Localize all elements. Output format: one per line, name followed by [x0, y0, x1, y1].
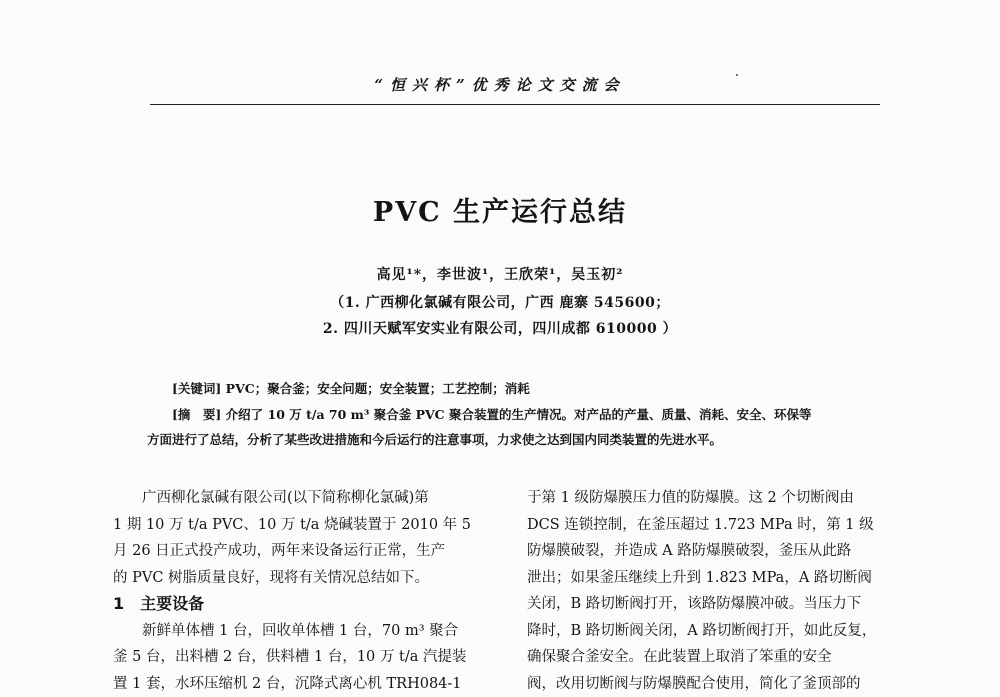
body-line: 降时，B 路切断阀关闭，A 路切断阀打开，如此反复，: [527, 618, 912, 645]
body-line: 的 PVC 树脂质量良好，现将有关情况总结如下。: [113, 565, 498, 592]
body-line: 泄出；如果釜压继续上升到 1.823 MPa，A 路切断阀: [527, 565, 912, 592]
speck: [736, 74, 738, 76]
affiliation-1: （1. 广西柳化氯碱有限公司，广西 鹿寨 545600；: [0, 292, 1000, 312]
body-line: 确保聚合釜安全。在此装置上取消了笨重的安全: [527, 644, 912, 671]
body-line: 月 26 日正式投产成功，两年来设备运行正常，生产: [113, 538, 498, 565]
abstract-line-1: [摘 要] 介绍了 10 万 t/a 70 m³ 聚合釜 PVC 聚合装置的生产情况。对产品的产量、质量、消耗、安全、环保等: [172, 405, 811, 423]
running-header: “恒兴杯”优秀论文交流会: [0, 74, 1000, 95]
section-heading: 1 主要设备: [113, 591, 498, 618]
keywords: [关键词] PVC；聚合釜；安全问题；安全装置；工艺控制；消耗: [172, 379, 530, 397]
affiliation-2: 2. 四川天赋军安实业有限公司，四川成都 610000 ）: [0, 318, 1000, 338]
body-line: 于第 1 级防爆膜压力值的防爆膜。这 2 个切断阀由: [527, 485, 912, 512]
authors: 高见¹*，李世波¹，王欣荣¹，吴玉初²: [0, 264, 1000, 284]
body-line: 防爆膜破裂，并造成 A 路防爆膜破裂，釜压从此路: [527, 538, 912, 565]
body-line: 广西柳化氯碱有限公司(以下简称柳化氯碱)第: [113, 485, 498, 512]
body-line: 釜 5 台，出料槽 2 台，供料槽 1 台，10 万 t/a 汽提装: [113, 644, 498, 671]
body-line: 新鲜单体槽 1 台，回收单体槽 1 台，70 m³ 聚合: [113, 618, 498, 645]
body-line: 关闭，B 路切断阀打开，该路防爆膜冲破。当压力下: [527, 591, 912, 618]
right-column: [527, 485, 912, 697]
body-line: 阀，改用切断阀与防爆膜配合使用，简化了釜顶部的: [527, 671, 912, 697]
left-column: [113, 485, 498, 697]
body-line: DCS 连锁控制，在釜压超过 1.723 MPa 时，第 1 级: [527, 512, 912, 539]
abstract-line-2: 方面进行了总结，分析了某些改进措施和今后运行的注意事项，力求使之达到国内同类装置的先进水平。: [147, 430, 722, 448]
header-rule: [150, 104, 880, 105]
body-line: 置 1 套，水环压缩机 2 台，沉降式离心机 TRH084-1: [113, 671, 498, 697]
paper-title: PVC 生产运行总结: [0, 190, 1000, 229]
body-line: 1 期 10 万 t/a PVC、10 万 t/a 烧碱装置于 2010 年 5: [113, 512, 498, 539]
